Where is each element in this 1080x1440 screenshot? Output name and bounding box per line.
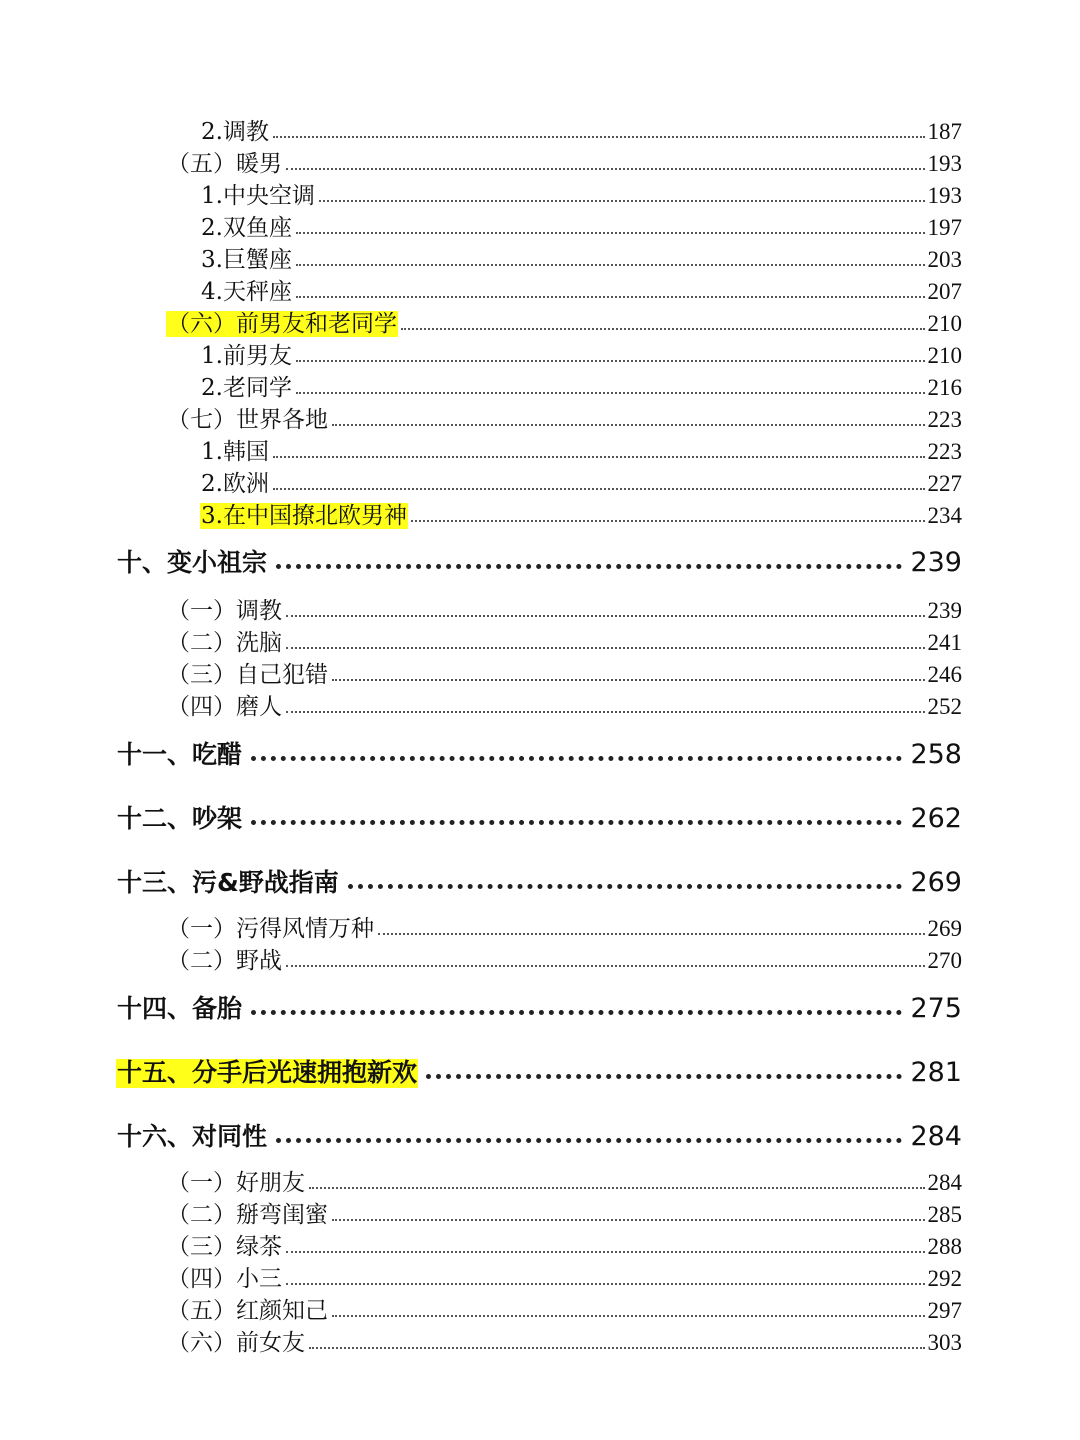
toc-section-entry[interactable]	[200, 435, 962, 465]
toc-section-entry[interactable]	[166, 307, 962, 337]
toc-section-entry[interactable]	[166, 1230, 962, 1260]
toc-page-number: 275	[910, 992, 962, 1024]
toc-entry-title: 十五、分手后光速拥抱新欢	[117, 1058, 418, 1088]
dot-leader	[273, 488, 925, 490]
toc-page-number: 285	[927, 1201, 962, 1227]
toc-page-number: 258	[910, 738, 962, 770]
dot-leader	[348, 884, 903, 889]
toc-page-number: 270	[927, 947, 962, 973]
toc-entry-title: 十、变小祖宗	[117, 548, 268, 578]
toc-section-entry[interactable]	[200, 115, 962, 145]
toc-page-number: 207	[927, 278, 962, 304]
toc-page-number: 223	[927, 406, 962, 432]
toc-entry-title: 3.在中国撩北欧男神	[201, 502, 407, 529]
dot-leader	[276, 564, 902, 569]
toc-chapter-entry[interactable]	[116, 1116, 962, 1152]
toc-chapter-entry[interactable]	[116, 988, 962, 1024]
dot-leader	[411, 520, 925, 522]
toc-entry-title: （五）暖男	[167, 150, 282, 177]
toc-page-number: 246	[927, 661, 962, 687]
toc-section-entry[interactable]	[166, 626, 962, 656]
toc-section-entry[interactable]	[200, 275, 962, 305]
dot-leader	[426, 1074, 902, 1079]
toc-page-number: 197	[927, 214, 962, 240]
toc-entry-title: 十一、吃醋	[117, 740, 243, 770]
toc-entry-title: 2.欧洲	[201, 470, 269, 497]
dot-leader	[286, 647, 925, 649]
dot-leader	[286, 965, 925, 967]
dot-leader	[309, 1347, 925, 1349]
dot-leader	[273, 456, 925, 458]
toc-page-number: 262	[910, 802, 962, 834]
toc-section-entry[interactable]	[200, 243, 962, 273]
toc-entry-title: （二）洗脑	[167, 629, 282, 656]
toc-chapter-entry[interactable]	[116, 862, 962, 898]
toc-page-number: 193	[927, 150, 962, 176]
toc-entry-title: （六）前男友和老同学	[167, 310, 397, 337]
dot-leader	[332, 1315, 925, 1317]
toc-chapter-entry[interactable]	[116, 798, 962, 834]
toc-section-entry[interactable]	[166, 1198, 962, 1228]
toc-entry-title: （五）红颜知己	[167, 1297, 328, 1324]
toc-section-entry[interactable]	[166, 944, 962, 974]
toc-entry-title: 1.韩国	[201, 438, 269, 465]
toc-section-entry[interactable]	[166, 1326, 962, 1356]
dot-leader	[251, 1010, 902, 1015]
toc-entry-title: 4.天秤座	[201, 278, 292, 305]
toc-chapter-entry[interactable]	[116, 542, 962, 578]
toc-page-number: 227	[927, 470, 962, 496]
dot-leader	[286, 615, 925, 617]
dot-leader	[319, 200, 925, 202]
toc-section-entry[interactable]	[166, 1262, 962, 1292]
toc-page-number: 303	[927, 1329, 962, 1355]
toc-page-number: 252	[927, 693, 962, 719]
dot-leader	[332, 679, 925, 681]
toc-page-number: 269	[927, 915, 962, 941]
toc-section-entry[interactable]	[200, 179, 962, 209]
toc-entry-title: 十四、备胎	[117, 994, 243, 1024]
dot-leader	[251, 756, 902, 761]
toc-entry-title: （三）绿茶	[167, 1233, 282, 1260]
dot-leader	[332, 1219, 925, 1221]
toc-page-number: 187	[927, 118, 962, 144]
toc-section-entry[interactable]	[200, 499, 962, 529]
dot-leader	[251, 820, 902, 825]
toc-section-entry[interactable]	[166, 912, 962, 942]
dot-leader	[401, 328, 925, 330]
dot-leader	[309, 1187, 925, 1189]
toc-page-number: 284	[910, 1120, 962, 1152]
toc-entry-title: 2.老同学	[201, 374, 292, 401]
toc-page-number: 241	[927, 629, 962, 655]
dot-leader	[276, 1138, 902, 1143]
dot-leader	[332, 424, 925, 426]
toc-page-number: 269	[910, 866, 962, 898]
toc-entry-title: 2.调教	[201, 118, 269, 145]
dot-leader	[296, 264, 925, 266]
toc-chapter-entry[interactable]	[116, 734, 962, 770]
toc-entry-title: 3.巨蟹座	[201, 246, 292, 273]
toc-page-number: 288	[927, 1233, 962, 1259]
toc-entry-title: 十二、吵架	[117, 804, 243, 834]
dot-leader	[286, 168, 925, 170]
toc-section-entry[interactable]	[200, 339, 962, 369]
toc-entry-title: （六）前女友	[167, 1329, 305, 1356]
toc-entry-title: （一）好朋友	[167, 1169, 305, 1196]
toc-entry-title: （四）磨人	[167, 693, 282, 720]
toc-section-entry[interactable]	[200, 467, 962, 497]
toc-section-entry[interactable]	[166, 690, 962, 720]
toc-page-number: 292	[927, 1265, 962, 1291]
toc-entry-title: 2.双鱼座	[201, 214, 292, 241]
toc-page-number: 234	[927, 502, 962, 528]
toc-entry-title: 1.中央空调	[201, 182, 315, 209]
toc-page-number: 210	[927, 310, 962, 336]
toc-page-number: 284	[927, 1169, 962, 1195]
dot-leader	[296, 360, 925, 362]
toc-entry-title: （三）自己犯错	[167, 661, 328, 688]
toc-page-number: 239	[927, 597, 962, 623]
toc-entry-title: （四）小三	[167, 1265, 282, 1292]
dot-leader	[286, 1283, 925, 1285]
toc-page-number: 281	[910, 1056, 962, 1088]
toc-section-entry[interactable]	[166, 1166, 962, 1196]
toc-entry-title: （一）调教	[167, 597, 282, 624]
toc-page-number: 203	[927, 246, 962, 272]
toc-entry-title: （一）污得风情万种	[167, 915, 374, 942]
toc-page-number: 297	[927, 1297, 962, 1323]
toc-page-number: 210	[927, 342, 962, 368]
dot-leader	[286, 1251, 925, 1253]
toc-entry-title: （二）掰弯闺蜜	[167, 1201, 328, 1228]
toc-entry-title: （七）世界各地	[167, 406, 328, 433]
dot-leader	[378, 933, 925, 935]
toc-page-number: 216	[927, 374, 962, 400]
toc-entry-title: （二）野战	[167, 947, 282, 974]
toc-section-entry[interactable]	[200, 371, 962, 401]
toc-section-entry[interactable]	[200, 211, 962, 241]
toc-page-number: 239	[910, 546, 962, 578]
dot-leader	[296, 232, 925, 234]
toc-page-number: 193	[927, 182, 962, 208]
toc-section-entry[interactable]	[166, 1294, 962, 1324]
dot-leader	[296, 296, 925, 298]
toc-section-entry[interactable]	[166, 403, 962, 433]
dot-leader	[286, 711, 925, 713]
toc-section-entry[interactable]	[166, 594, 962, 624]
toc-entry-title: 1.前男友	[201, 342, 292, 369]
toc-entry-title: 十六、对同性	[117, 1122, 268, 1152]
toc-page-number: 223	[927, 438, 962, 464]
toc-section-entry[interactable]	[166, 147, 962, 177]
toc-chapter-entry[interactable]	[116, 1052, 962, 1088]
toc-entry-title: 十三、污&野战指南	[117, 868, 339, 898]
toc-section-entry[interactable]	[166, 658, 962, 688]
dot-leader	[273, 136, 925, 138]
dot-leader	[296, 392, 925, 394]
